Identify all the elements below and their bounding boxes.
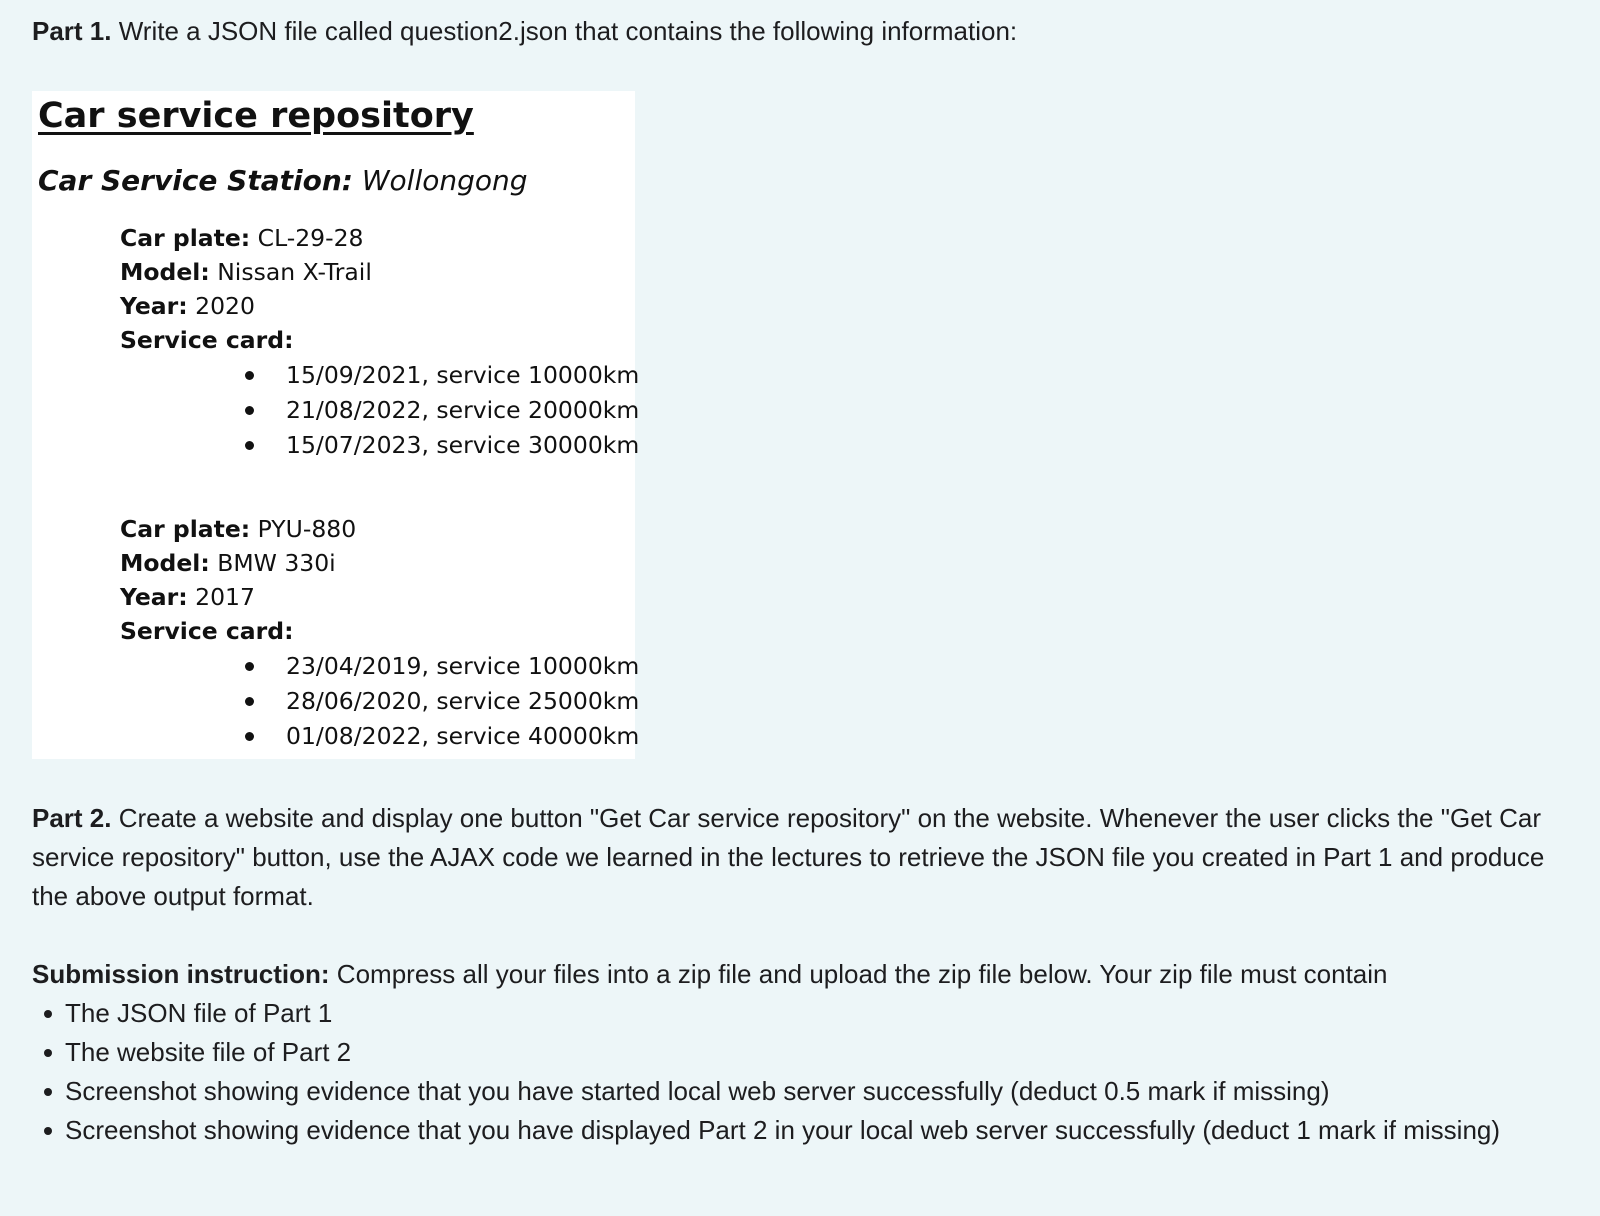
- part1-paragraph: [32, 12, 1562, 51]
- requirement-text: The JSON file of Part 1: [65, 998, 333, 1028]
- service-station: [38, 161, 528, 201]
- repository-example-image: [32, 91, 640, 759]
- station-value: Wollongong: [352, 164, 528, 197]
- car-model-value: BMW 330i: [209, 549, 336, 577]
- submission-paragraph: [32, 955, 1562, 994]
- service-card-label: Service card:: [120, 617, 294, 645]
- car-model: [120, 255, 639, 289]
- station-label: Car Service Station:: [38, 164, 353, 197]
- requirement-text: Screenshot showing evidence that you have displayed Part 2 in your local web server successfully (deduct 1 mark if missing): [65, 1115, 1501, 1145]
- car-year-label: Year:: [120, 583, 188, 611]
- requirement-item: [32, 994, 1562, 1033]
- service-text: 15/07/2023, service 30000km: [286, 431, 640, 459]
- bullet-icon: [44, 1010, 52, 1018]
- car-year-value: 2017: [187, 583, 255, 611]
- bullet-icon: [44, 1127, 52, 1135]
- car-plate-label: Car plate:: [120, 515, 251, 543]
- service-text: 21/08/2022, service 20000km: [286, 396, 640, 424]
- car-model-value: Nissan X-Trail: [209, 258, 372, 286]
- submission-text: Compress all your files into a zip file and upload the zip file below. Your zip file must contain: [329, 959, 1388, 989]
- bullet-icon: [245, 406, 254, 415]
- submission-label: Submission instruction:: [32, 959, 330, 989]
- car-year-label: Year:: [120, 292, 188, 320]
- service-item: [244, 428, 639, 463]
- car-entry: [120, 512, 639, 754]
- car-plate-value: CL-29-28: [250, 224, 364, 252]
- car-plate: [120, 512, 639, 546]
- bullet-icon: [245, 697, 254, 706]
- service-text: 23/04/2019, service 10000km: [286, 652, 640, 680]
- car-entry: [120, 221, 639, 463]
- service-item: [244, 358, 639, 393]
- service-item: [244, 393, 639, 428]
- bullet-icon: [245, 441, 254, 450]
- requirement-item: [32, 1111, 1562, 1150]
- part2-text: Create a website and display one button "Get Car service repository" on the website. Whenever the user clicks the "Get Car service repository" button, use the AJAX code we learned in the lectures to retrieve the JSON file you created in Part 1 and produce the above output format.: [32, 803, 1545, 911]
- requirement-item: [32, 1072, 1562, 1111]
- part2-paragraph: [32, 799, 1562, 916]
- bullet-icon: [44, 1088, 52, 1096]
- car-plate-label: Car plate:: [120, 224, 251, 252]
- question-content: [32, 12, 1562, 1150]
- service-item: [244, 719, 639, 754]
- service-list: [244, 649, 639, 754]
- car-year: [120, 580, 639, 614]
- car-model-label: Model:: [120, 258, 210, 286]
- car-year-value: 2020: [187, 292, 255, 320]
- service-text: 01/08/2022, service 40000km: [286, 722, 640, 750]
- requirement-text: Screenshot showing evidence that you have started local web server successfully (deduct 0.5 mark if missing): [65, 1076, 1330, 1106]
- service-text: 28/06/2020, service 25000km: [286, 687, 640, 715]
- service-text: 15/09/2021, service 10000km: [286, 361, 640, 389]
- repository-title: Car service repository: [38, 96, 474, 136]
- part2-label: Part 2.: [32, 803, 112, 833]
- service-item: [244, 649, 639, 684]
- car-plate-value: PYU-880: [250, 515, 357, 543]
- service-item: [244, 684, 639, 719]
- car-model-label: Model:: [120, 549, 210, 577]
- part1-text: Write a JSON file called question2.json that contains the following information:: [111, 16, 1018, 46]
- bullet-icon: [245, 371, 254, 380]
- car-plate: [120, 221, 639, 255]
- part1-label: Part 1.: [32, 16, 112, 46]
- service-card-heading: [120, 614, 639, 648]
- car-model: [120, 546, 639, 580]
- bullet-icon: [245, 662, 254, 671]
- requirement-item: [32, 1033, 1562, 1072]
- bullet-icon: [245, 732, 254, 741]
- requirements-list: [32, 994, 1562, 1150]
- bullet-icon: [44, 1049, 52, 1057]
- car-year: [120, 289, 639, 323]
- requirement-text: The website file of Part 2: [65, 1037, 352, 1067]
- service-card-label: Service card:: [120, 326, 294, 354]
- service-list: [244, 358, 639, 463]
- service-card-heading: [120, 323, 639, 357]
